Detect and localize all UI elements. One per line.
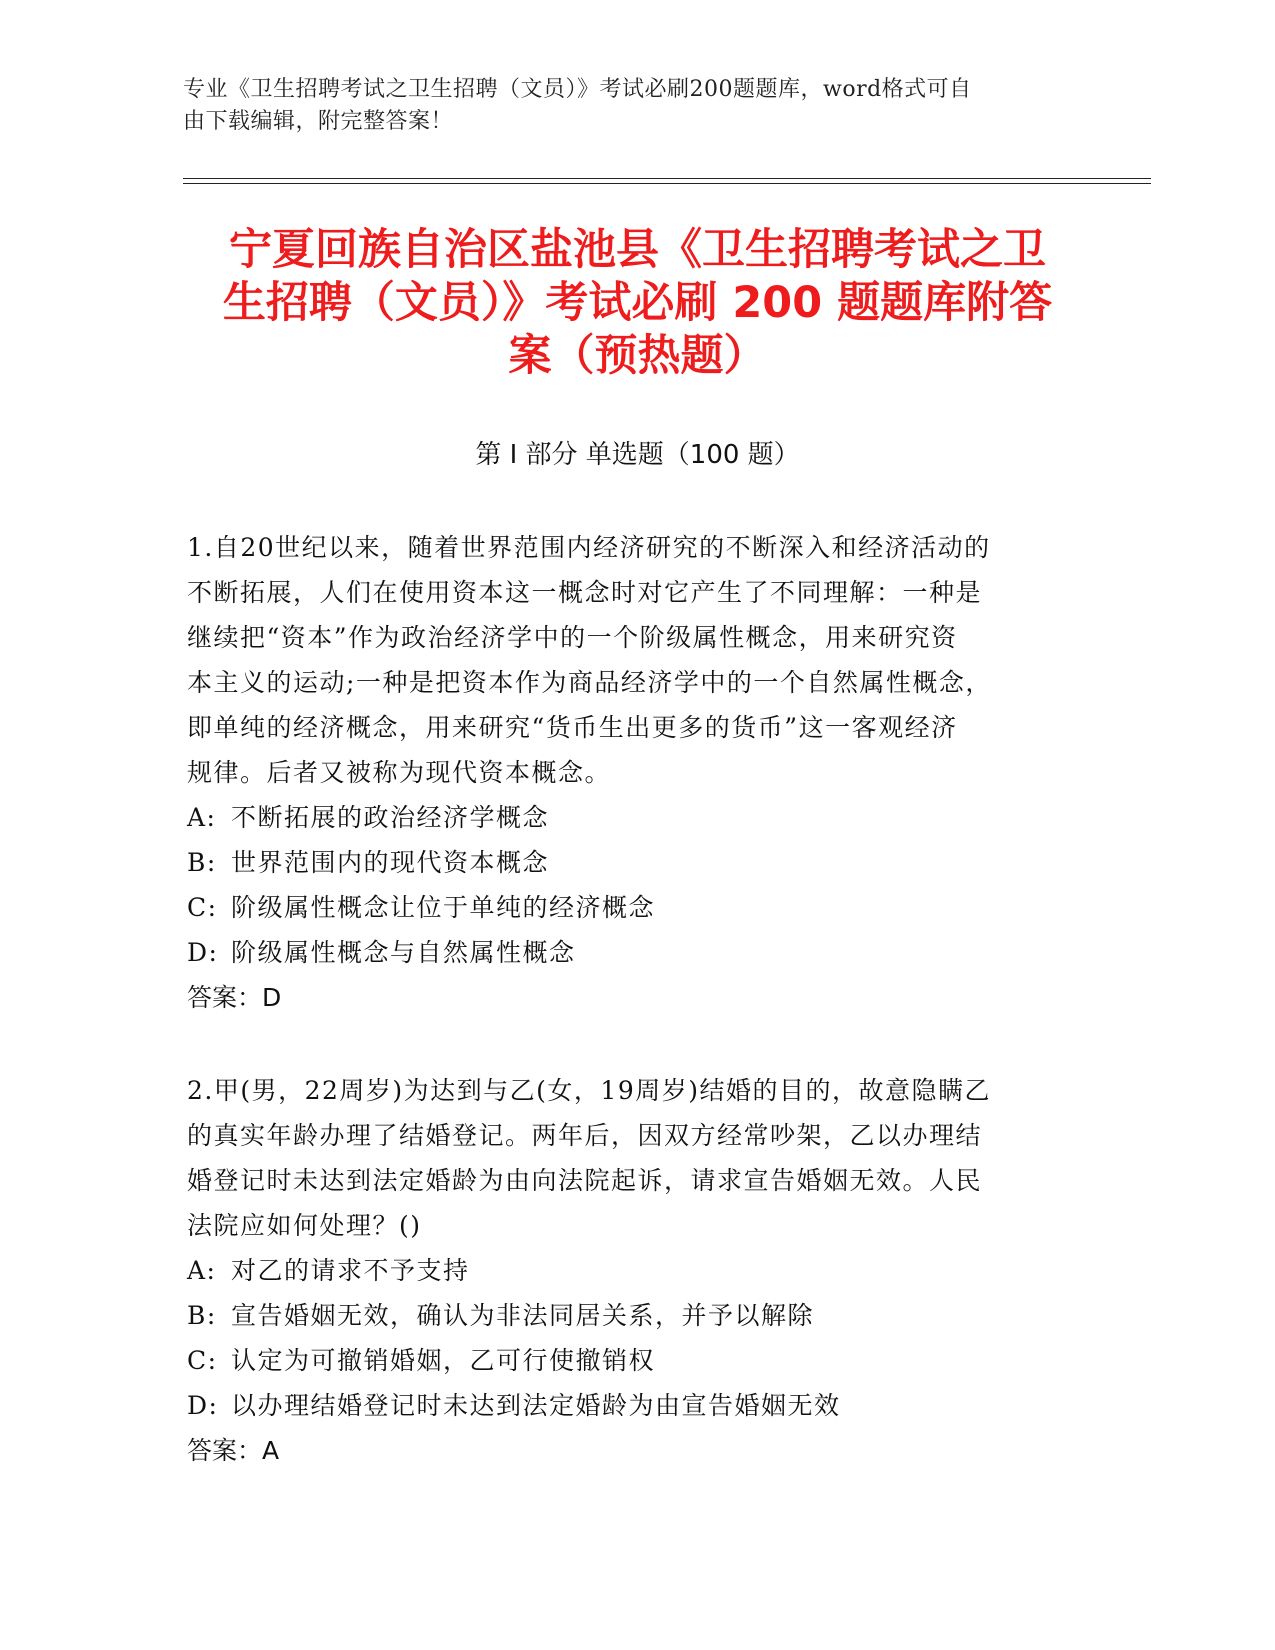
answer-line: 答案：A: [187, 1436, 280, 1465]
question-stem: [187, 525, 1067, 795]
document-title-line-1: 宁夏回族自治区盐池县《卫生招聘考试之卫: [229, 225, 1046, 275]
question-stem: [187, 1068, 1067, 1248]
question-stem-line: 规律。后者又被称为现代资本概念。: [187, 758, 612, 787]
document-title: [160, 224, 1115, 383]
answer-line: 答案：D: [187, 983, 282, 1012]
question-stem-line: 继续把“资本”作为政治经济学中的一个阶级属性概念，用来研究资: [187, 623, 958, 652]
option-a: [187, 1248, 1067, 1293]
question-stem-line: 法院应如何处理？(): [187, 1211, 422, 1240]
question-2: [187, 1068, 1067, 1473]
question-stem-line: 2.甲(男，22周岁)为达到与乙(女，19周岁)结婚的目的，故意隐瞒乙: [187, 1076, 991, 1105]
option-key: A:: [187, 803, 217, 832]
option-c: [187, 1338, 1067, 1383]
question-stem-line: 婚登记时未达到法定婚龄为由向法院起诉，请求宣告婚姻无效。人民: [187, 1166, 983, 1195]
option-key: B:: [187, 1301, 217, 1330]
header-divider-bottom: [183, 183, 1151, 184]
question-stem-line: 的真实年龄办理了结婚登记。两年后，因双方经常吵架，乙以办理结: [187, 1121, 983, 1150]
option-text: 以办理结婚登记时未达到法定婚龄为由宣告婚姻无效: [231, 1391, 841, 1420]
option-key: A:: [187, 1256, 217, 1285]
option-text: 阶级属性概念与自然属性概念: [231, 938, 576, 967]
option-text: 对乙的请求不予支持: [231, 1256, 470, 1285]
option-text: 世界范围内的现代资本概念: [231, 848, 550, 877]
question-stem-line: 即单纯的经济概念，用来研究“货币生出更多的货币”这一客观经济: [187, 713, 958, 742]
option-text: 宣告婚姻无效，确认为非法同居关系，并予以解除: [231, 1301, 815, 1330]
question-stem-line: 不断拓展，人们在使用资本这一概念时对它产生了不同理解：一种是: [187, 578, 983, 607]
option-key: C:: [187, 893, 218, 922]
option-list: [187, 795, 1067, 975]
option-d: [187, 930, 1067, 975]
option-text: 认定为可撤销婚姻，乙可行使撤销权: [231, 1346, 656, 1375]
header-note: [183, 74, 1063, 138]
section-heading: 第 I 部分 单选题（100 题）: [475, 440, 800, 470]
option-key: D:: [187, 1391, 219, 1420]
question-1: [187, 525, 1067, 1020]
option-d: [187, 1383, 1067, 1428]
option-c: [187, 885, 1067, 930]
option-key: C:: [187, 1346, 218, 1375]
header-divider-top: [183, 178, 1151, 179]
option-key: B:: [187, 848, 217, 877]
option-key: D:: [187, 938, 219, 967]
document-title-line-3: 案（预热题）: [508, 331, 767, 381]
header-note-line-1: 专业《卫生招聘考试之卫生招聘（文员）》考试必刷200题题库，word格式可自: [183, 77, 972, 102]
document-title-line-2: 生招聘（文员）》考试必刷 200 题题库附答: [222, 278, 1053, 328]
option-text: 不断拓展的政治经济学概念: [231, 803, 550, 832]
option-b: [187, 1293, 1067, 1338]
option-text: 阶级属性概念让位于单纯的经济概念: [231, 893, 656, 922]
question-stem-line: 1.自20世纪以来，随着世界范围内经济研究的不断深入和经济活动的: [187, 533, 991, 562]
option-a: [187, 795, 1067, 840]
header-note-line-2: 由下载编辑，附完整答案！: [183, 109, 454, 134]
question-stem-line: 本主义的运动;一种是把资本作为商品经济学中的一个自然属性概念，: [187, 668, 992, 697]
option-list: [187, 1248, 1067, 1428]
option-b: [187, 840, 1067, 885]
